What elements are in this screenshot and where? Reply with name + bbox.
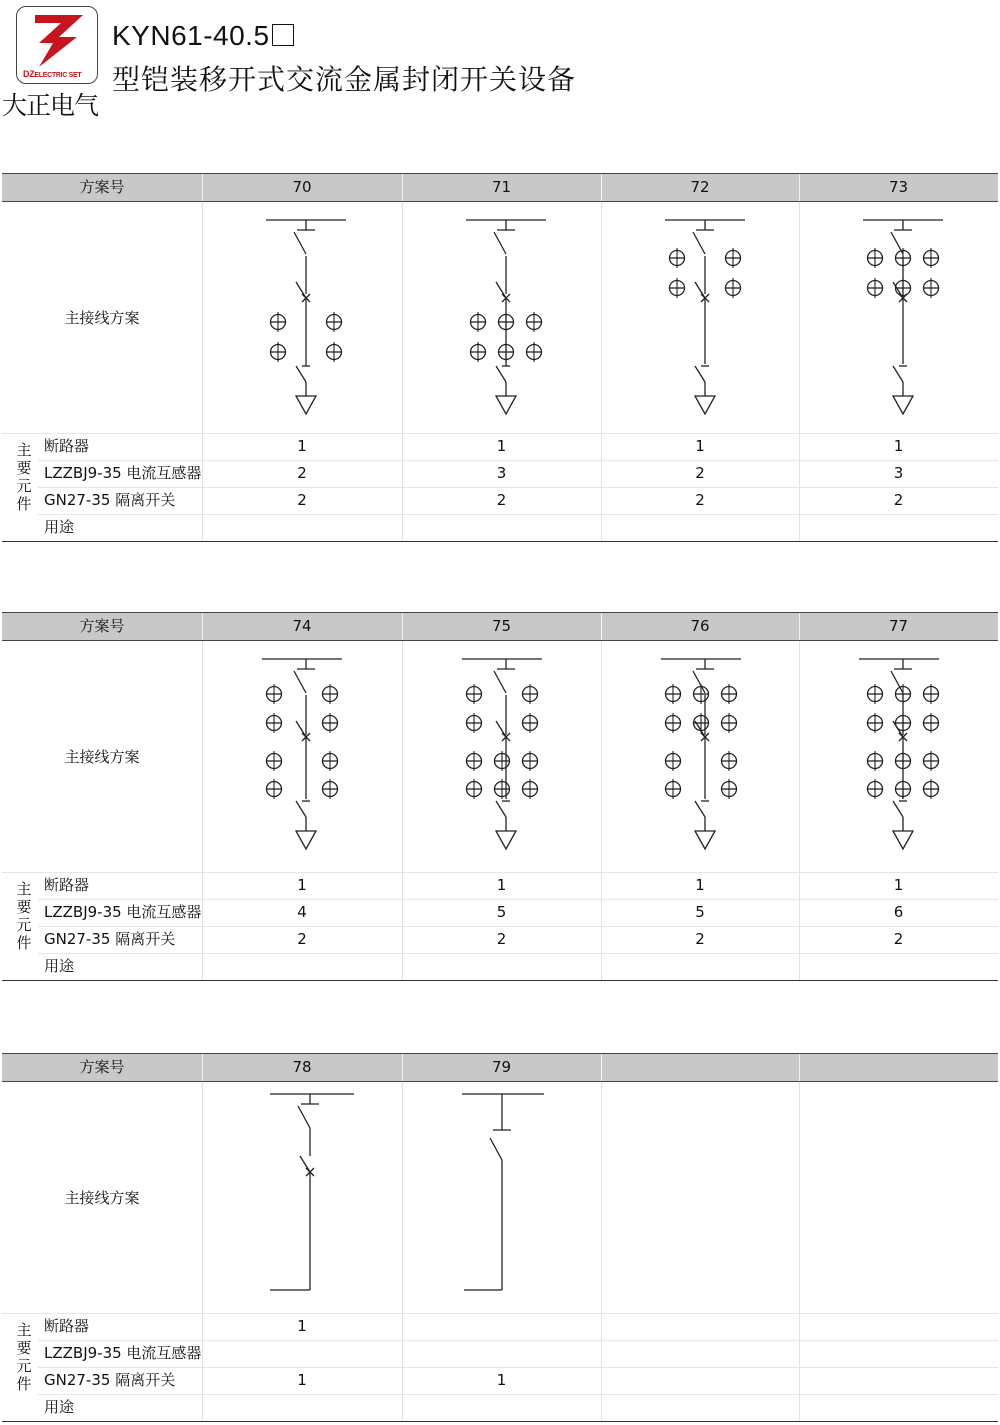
current-transformer-label: LZZBJ9-35 电流互感器 [44,464,202,482]
wiring-diagram [601,200,799,433]
isolator-label: GN27-35 隔离开关 [44,491,176,509]
main-components-char: 元 [16,916,32,934]
current-transformer-icon [924,751,939,771]
scheme-number: 71 [491,178,512,196]
current-transformer-icon [467,751,482,771]
wiring-scheme-label: 主接线方案 [64,1189,140,1207]
ct-count: 5 [695,903,705,921]
usage-label: 用途 [44,957,75,975]
current-transformer-icon [267,779,282,799]
current-transformer-icon [323,779,338,799]
isolator-switch-icon [298,1094,319,1128]
earthing-switch-icon [893,366,913,414]
breaker-count [402,1313,601,1340]
isolator-switch-icon [294,220,315,254]
scheme-number: 74 [292,617,312,635]
breaker-count: 1 [297,1317,307,1335]
current-transformer-icon [896,779,911,799]
isolator-count [799,1367,998,1394]
scheme-no-label: 方案号 [79,178,125,196]
isolator-count: 1 [496,1371,507,1389]
main-components-char: 元 [16,477,32,495]
main-components-label [14,1321,34,1393]
isolator-switch-icon [693,220,714,254]
circuit-breaker-icon [296,721,310,799]
current-transformer-icon [896,684,911,704]
page-title-model: KYN61-40.5 [112,20,294,52]
isolator-count: 2 [695,491,705,509]
current-transformer-icon [323,713,338,733]
current-transformer-icon [467,779,482,799]
ct-count: 6 [893,903,904,921]
scheme-number [799,1054,998,1081]
main-components-char: 要 [16,898,32,916]
wiring-diagram [402,639,601,872]
breaker-count: 1 [695,876,705,894]
main-components-char: 件 [16,495,32,513]
current-transformer-icon [527,342,542,362]
current-transformer-icon [327,342,342,362]
current-transformer-label: LZZBJ9-35 电流互感器 [44,1344,202,1362]
wiring-diagram [799,200,998,433]
isolator-count: 2 [297,491,307,509]
current-transformer-icon [924,779,939,799]
current-transformer-icon [471,342,486,362]
scheme-table [2,1053,998,1422]
isolator-count: 2 [893,930,904,948]
current-transformer-icon [924,684,939,704]
usage-label: 用途 [44,518,75,536]
main-components-char: 主 [16,441,32,459]
wiring-scheme-label: 主接线方案 [64,748,140,766]
current-transformer-icon [670,278,685,298]
scheme-number: 78 [292,1058,312,1076]
wiring-diagram [202,200,402,433]
wiring-diagram [202,1080,402,1313]
earthing-switch-icon [893,801,913,849]
circuit-breaker-icon [695,282,709,364]
current-transformer-icon [868,779,883,799]
table-header [2,612,998,641]
earthing-switch-icon [296,366,316,414]
isolator-count [601,1367,799,1394]
earthing-switch-icon [695,801,715,849]
current-transformer-label: LZZBJ9-35 电流互感器 [44,903,202,921]
ct-count [402,1340,601,1367]
wiring-diagram [799,639,998,872]
current-transformer-icon [726,248,741,268]
ct-count: 5 [496,903,507,921]
ct-count: 4 [297,903,307,921]
breaker-label: 断路器 [44,876,90,894]
isolator-switch-icon [294,659,315,693]
current-transformer-icon [896,248,911,268]
wiring-scheme-label: 主接线方案 [64,309,140,327]
ct-count: 2 [695,464,705,482]
current-transformer-icon [726,278,741,298]
isolator-switch-icon [494,220,515,254]
current-transformer-icon [523,713,538,733]
wiring-diagram [402,1080,601,1313]
current-transformer-icon [267,713,282,733]
current-transformer-icon [896,278,911,298]
earthing-switch-icon [496,366,516,414]
row-divider [38,514,998,515]
current-transformer-icon [666,684,681,704]
main-components-char: 主 [16,1321,32,1339]
current-transformer-icon [868,751,883,771]
scheme-number [601,1054,799,1081]
current-transformer-icon [670,248,685,268]
wiring-diagram [799,1080,998,1313]
ct-count [799,1340,998,1367]
scheme-no-label: 方案号 [79,617,125,635]
breaker-count: 1 [893,437,904,455]
main-components-label [14,441,34,513]
logo-text: DZELECTRIC SET [23,69,82,79]
main-components-char: 要 [16,1339,32,1357]
table-header [2,1053,998,1082]
row-divider [38,953,998,954]
company-logo [16,6,98,84]
current-transformer-icon [527,312,542,332]
current-transformer-icon [267,751,282,771]
scheme-number: 75 [491,617,512,635]
current-transformer-icon [666,713,681,733]
current-transformer-icon [924,713,939,733]
ct-count [202,1340,402,1367]
brand-name: 大正电气 [2,91,99,120]
current-transformer-icon [868,713,883,733]
isolator-switch-icon [891,659,912,693]
current-transformer-icon [666,751,681,771]
current-transformer-icon [271,312,286,332]
scheme-number: 72 [690,178,710,196]
isolator-label: GN27-35 隔离开关 [44,930,176,948]
breaker-count: 1 [496,437,507,455]
current-transformer-icon [924,278,939,298]
current-transformer-icon [722,751,737,771]
breaker-count [601,1313,799,1340]
row-divider [38,1394,998,1395]
current-transformer-icon [499,312,514,332]
current-transformer-icon [467,684,482,704]
current-transformer-icon [523,751,538,771]
current-transformer-icon [523,779,538,799]
breaker-count: 1 [297,437,307,455]
breaker-count: 1 [297,876,307,894]
current-transformer-icon [722,713,737,733]
wiring-diagram [601,1080,799,1313]
current-transformer-icon [722,779,737,799]
current-transformer-icon [868,684,883,704]
ct-count: 3 [893,464,904,482]
isolator-count: 2 [893,491,904,509]
breaker-count: 1 [695,437,705,455]
isolator-count: 1 [297,1371,307,1389]
isolator-count: 2 [496,491,507,509]
current-transformer-icon [924,248,939,268]
circuit-breaker-icon [300,1156,314,1290]
earthing-switch-icon [695,366,715,414]
current-transformer-icon [868,248,883,268]
current-transformer-icon [896,713,911,733]
scheme-number: 79 [491,1058,512,1076]
breaker-label: 断路器 [44,437,90,455]
current-transformer-icon [499,342,514,362]
current-transformer-icon [467,713,482,733]
ct-count: 3 [496,464,507,482]
lightning-logo-icon [17,7,97,69]
scheme-number: 76 [690,617,710,635]
isolator-count: 2 [695,930,705,948]
main-components-char: 主 [16,880,32,898]
main-components-char: 件 [16,1375,32,1393]
current-transformer-icon [868,278,883,298]
current-transformer-icon [523,684,538,704]
current-transformer-icon [495,779,510,799]
current-transformer-icon [896,751,911,771]
scheme-number: 77 [888,617,909,635]
circuit-breaker-icon [296,282,310,366]
current-transformer-icon [495,751,510,771]
breaker-count: 1 [893,876,904,894]
main-components-char: 要 [16,459,32,477]
scheme-table [2,173,998,542]
circuit-breaker-icon [695,721,709,799]
breaker-label: 断路器 [44,1317,90,1335]
current-transformer-icon [471,312,486,332]
ct-count [601,1340,799,1367]
current-transformer-icon [722,684,737,704]
current-transformer-icon [327,312,342,332]
scheme-number: 73 [888,178,909,196]
ct-count: 2 [297,464,307,482]
blank-box-icon [272,24,294,46]
wiring-diagram [402,200,601,433]
wiring-diagram [202,639,402,872]
current-transformer-icon [267,684,282,704]
isolator-count: 2 [297,930,307,948]
main-components-char: 件 [16,934,32,952]
earthing-switch-icon [296,801,316,849]
usage-label: 用途 [44,1398,75,1416]
scheme-table [2,612,998,981]
current-transformer-icon [666,779,681,799]
circuit-breaker-icon [496,721,510,799]
isolator-label: GN27-35 隔离开关 [44,1371,176,1389]
current-transformer-icon [694,684,709,704]
isolator-switch-icon [494,659,515,693]
current-transformer-icon [694,713,709,733]
isolator-switch-icon [891,220,912,254]
current-transformer-icon [271,342,286,362]
earthing-switch-icon [496,801,516,849]
scheme-no-label: 方案号 [79,1058,125,1076]
isolator-count: 2 [496,930,507,948]
current-transformer-icon [323,684,338,704]
wiring-diagram [601,639,799,872]
breaker-count: 1 [496,876,507,894]
main-components-char: 元 [16,1357,32,1375]
breaker-count [799,1313,998,1340]
page-title-description: 型铠装移开式交流金属封闭开关设备 [112,63,577,96]
table-header [2,173,998,202]
scheme-number: 70 [292,178,312,196]
current-transformer-icon [323,751,338,771]
main-components-label [14,880,34,952]
isolator-switch-icon [490,1094,511,1160]
